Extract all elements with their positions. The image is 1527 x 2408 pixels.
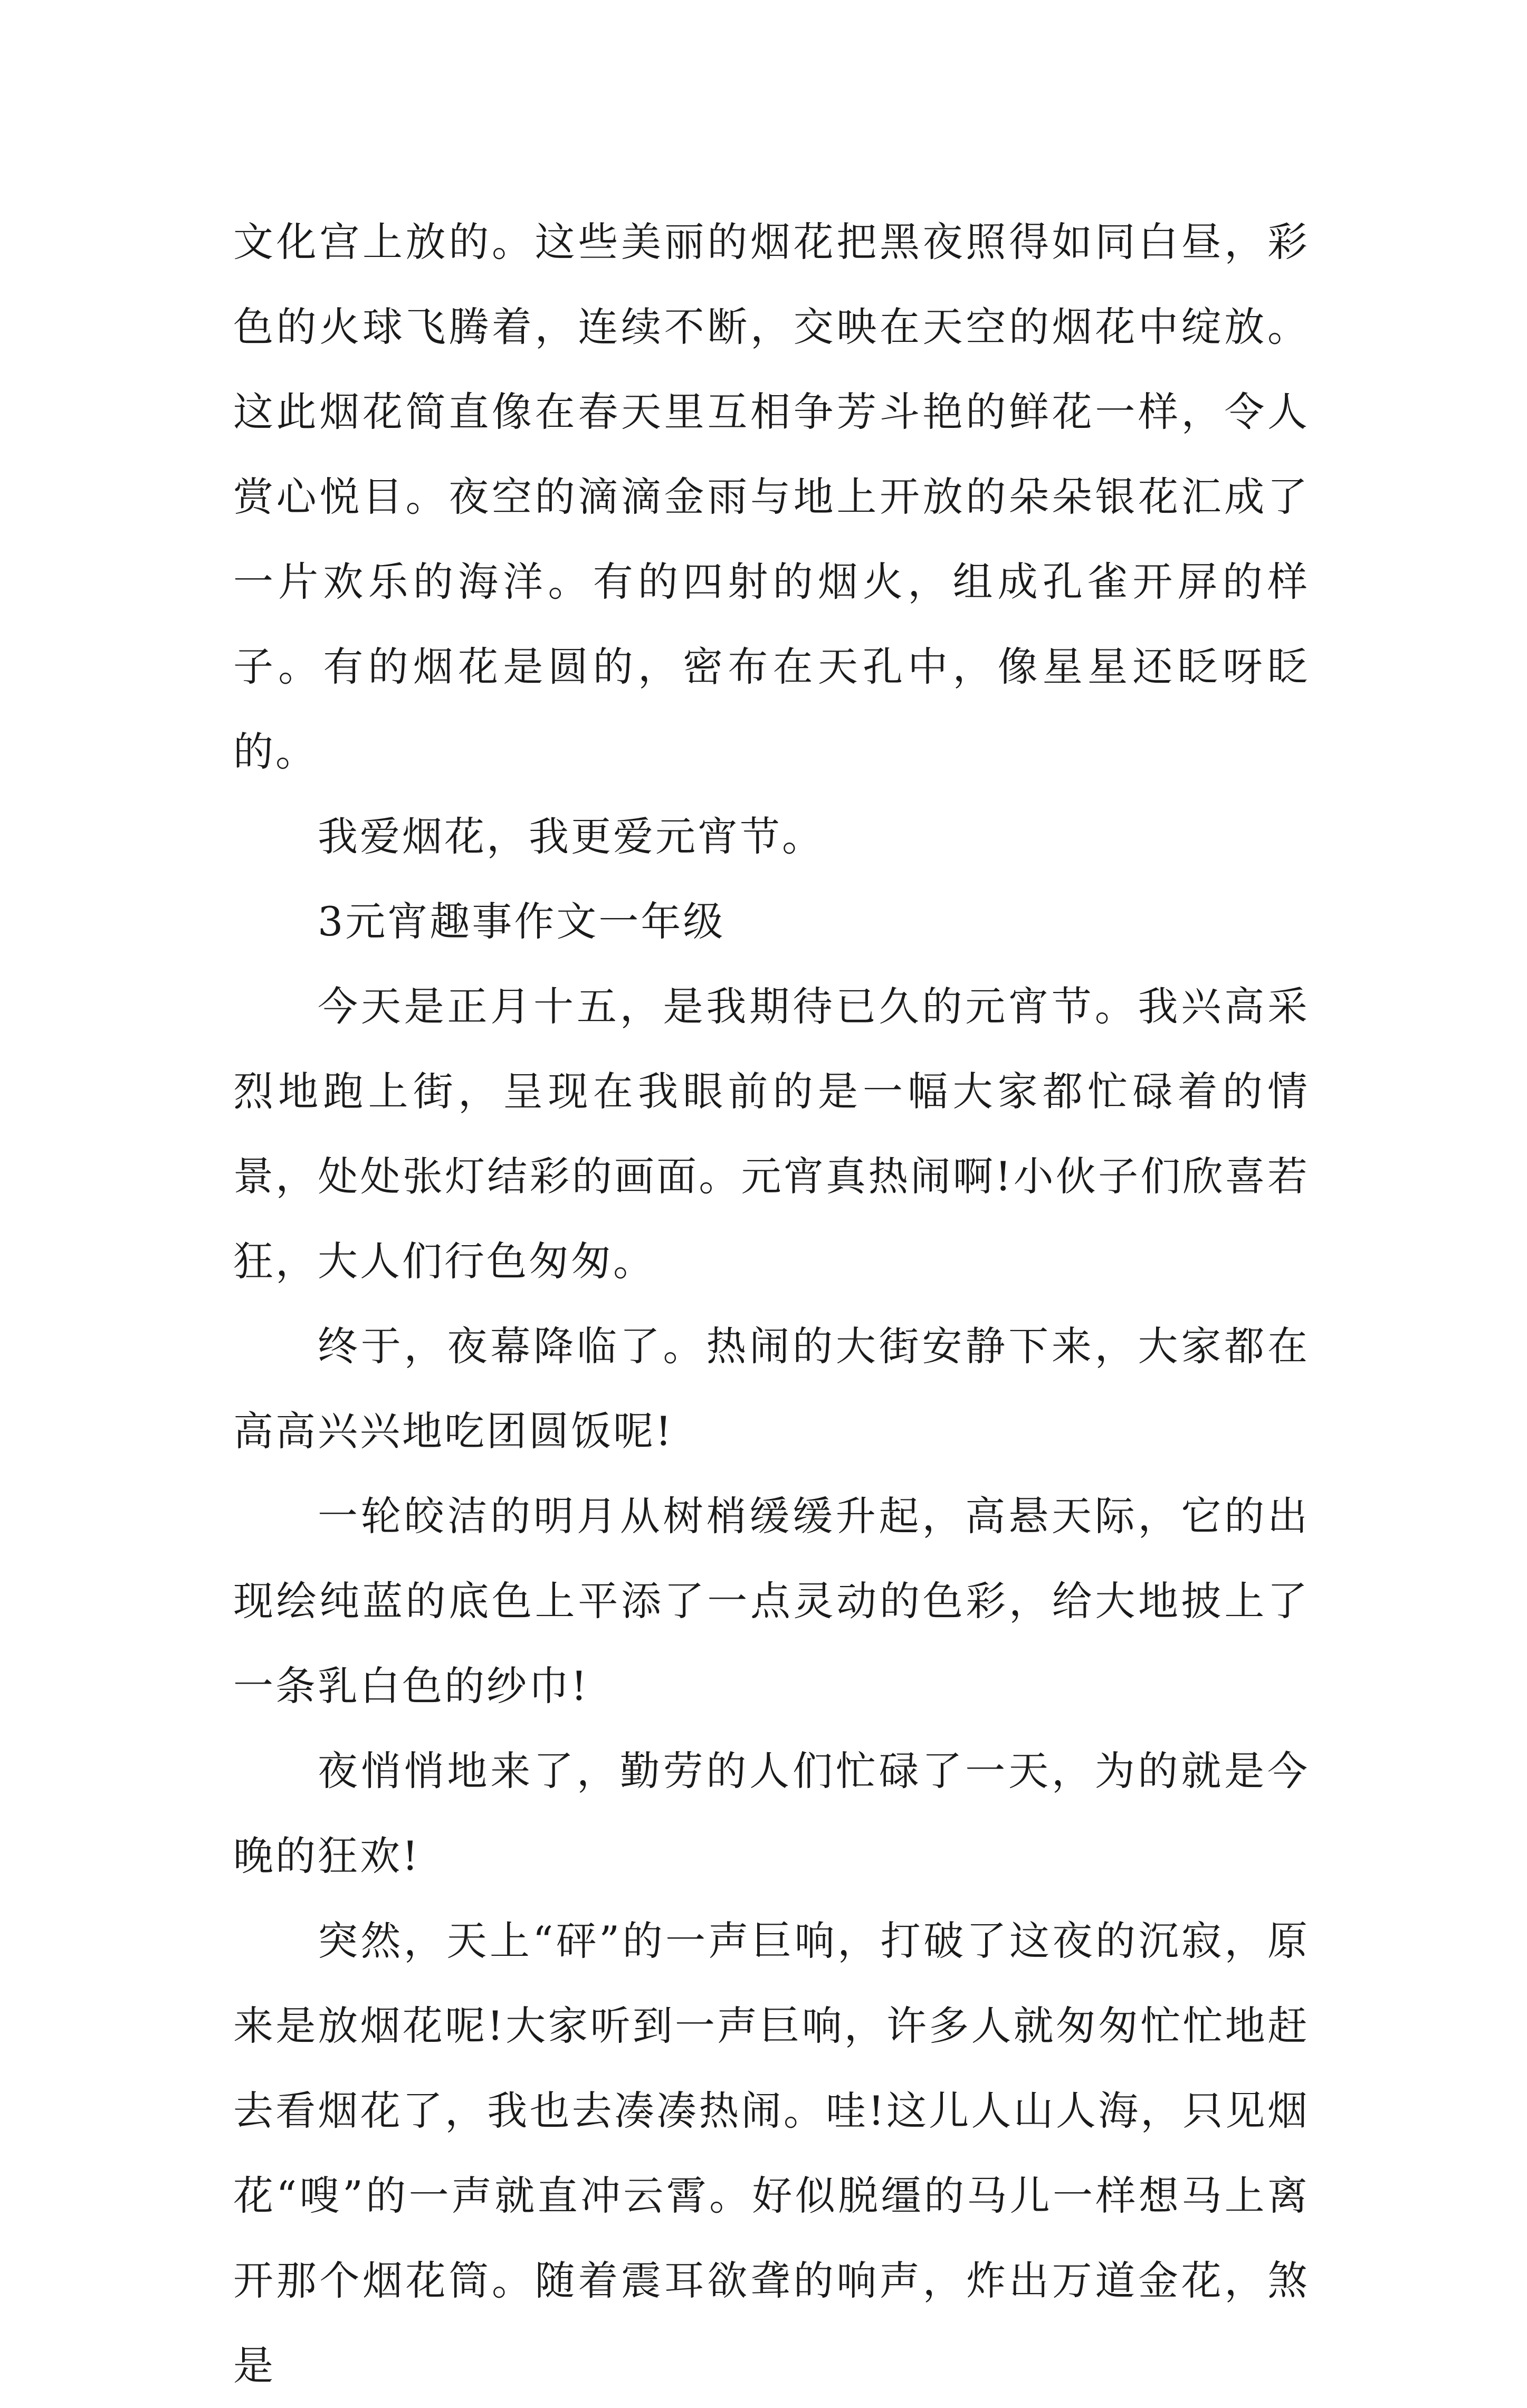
paragraph-fireworks-show: 突然，天上“砰”的一声巨响，打破了这夜的沉寂，原来是放烟花呢!大家听到一声巨响，许多人就匆匆忙忙地赶去看烟花了，我也去凑凑热闹。哇!这儿人山人海，只见烟花“嗖”的一声就直冲云霄。好似脱缰的马儿一样想马上离开那个烟花筒。随着震耳欲聋的响声，炸出万道金花，煞是 (233, 1917, 1310, 2389)
document-body (233, 199, 1310, 2408)
section-heading: 3元宵趣事作文一年级 (318, 898, 726, 945)
paragraph-festival-day: 今天是正月十五，是我期待已久的元宵节。我兴高采烈地跑上街，呈现在我眼前的是一幅大家都忙碌着的情景，处处张灯结彩的画面。元宵真热闹啊!小伙子们欣喜若狂，大人们行色匆匆。 (233, 983, 1310, 1285)
paragraph-love-fireworks: 我爱烟花，我更爱元宵节。 (318, 813, 824, 860)
paragraph-nightfall: 终于，夜幕降临了。热闹的大街安静下来，大家都在高高兴兴地吃团圆饭呢! (233, 1323, 1310, 1455)
paragraph-moonrise: 一轮皎洁的明月从树梢缓缓升起，高悬天际，它的出现绘纯蓝的底色上平添了一点灵动的色彩，给大地披上了一条乳白色的纱巾! (233, 1493, 1310, 1709)
paragraph-night-comes: 夜悄悄地来了，勤劳的人们忙碌了一天，为的就是今晚的狂欢! (233, 1747, 1310, 1879)
paragraph-continued: 文化宫上放的。这些美丽的烟花把黑夜照得如同白昼，彩色的火球飞腾着，连续不断，交映在天空的烟花中绽放。这此烟花简直像在春天里互相争芳斗艳的鲜花一样，令人赏心悦目。夜空的滴滴金雨与地上开放的朵朵银花汇成了一片欢乐的海洋。有的四射的烟火，组成孔雀开屏的样子。有的烟花是圆的，密布在天孔中，像星星还眨呀眨的。 (233, 218, 1310, 775)
